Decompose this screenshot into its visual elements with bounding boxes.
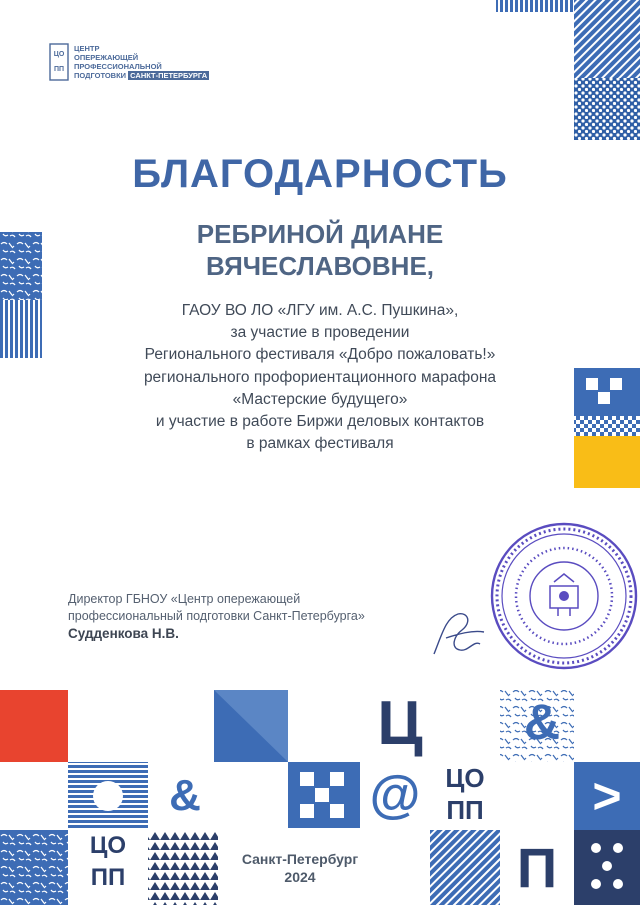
stripe-block <box>496 0 574 12</box>
footer-year: 2024 <box>284 869 316 885</box>
recipient-line: РЕБРИНОЙ ДИАНЕ <box>196 219 444 249</box>
ampersand-glyph: & <box>169 771 201 820</box>
chevron-right-icon: > <box>592 768 622 824</box>
dots-block <box>574 78 640 140</box>
body-line: и участие в работе Биржи деловых контактов <box>155 413 485 431</box>
body-line: в рамках фестиваля <box>246 435 394 453</box>
recipient-name <box>0 218 640 282</box>
logo-line: ОПЕРЕЖАЮЩЕЙ <box>74 53 139 62</box>
circle-shape <box>93 781 123 811</box>
pp-text: ПП <box>90 864 126 891</box>
body-line: ГАОУ ВО ЛО «ЛГУ им. А.С. Пушкина», <box>181 302 459 319</box>
triangle-block <box>148 830 218 905</box>
body-text <box>60 300 580 455</box>
signature-block <box>68 591 365 643</box>
logo-line: ПРОФЕССИОНАЛЬНОЙ <box>74 62 162 71</box>
at-glyph: @ <box>369 766 421 824</box>
body-line: «Мастерские будущего» <box>232 390 408 408</box>
body-line: Регионального фестиваля «Добро пожаловать!» <box>144 346 496 364</box>
glyph-pi: П <box>516 836 558 899</box>
logo-line: ЦЕНТР <box>74 44 100 53</box>
page-title: БЛАГОДАРНОСТЬ <box>132 152 508 196</box>
logo-line: ПОДГОТОВКИ <box>74 71 127 80</box>
red-block <box>0 690 68 762</box>
stripe-block <box>430 830 500 905</box>
body-line: регионального профориентационного марафона <box>143 368 497 386</box>
body-line: за участие в проведении <box>230 324 410 342</box>
co-text: ЦО <box>89 832 127 859</box>
co-pp-block <box>68 830 148 905</box>
signer-title: Директор ГБНОУ «Центр опережающей <box>68 592 301 606</box>
stripe-block <box>574 0 640 78</box>
squiggle-block <box>0 830 68 905</box>
logo-mark-text: ЦО ПП <box>53 51 65 73</box>
recipient-line: ВЯЧЕСЛАВОВНЕ, <box>205 251 435 281</box>
signer-title: профессиональный подготовки Санкт-Петербурга» <box>68 608 365 623</box>
signature-mark <box>428 604 488 664</box>
pp-text: ПП <box>446 795 484 825</box>
glyph-c: Ц <box>377 689 423 758</box>
co-pp-block <box>430 762 500 830</box>
footer-city: Санкт-Петербург <box>241 851 359 867</box>
ampersand-glyph: & <box>523 694 561 750</box>
signer-name: Судденкова Н.В. <box>68 626 179 641</box>
logo-city: САНКТ-ПЕТЕРБУРГА <box>130 71 208 80</box>
footer <box>210 850 390 886</box>
stripe-block <box>0 300 42 358</box>
co-text: ЦО <box>445 763 485 793</box>
official-stamp <box>488 520 640 672</box>
